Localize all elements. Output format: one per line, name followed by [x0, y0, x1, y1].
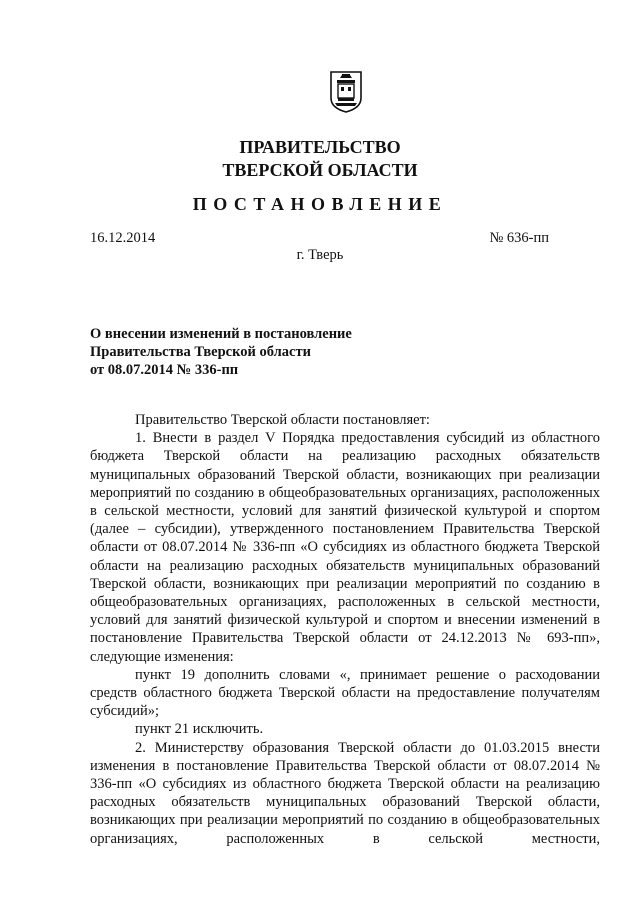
body-paragraph-1: 1. Внести в раздел V Порядка предоставления субсидий из областного бюджета Тверской области на реализацию расходных обязательств муниципальных образований Тверской области, возникающих при реализации мероприятий по созданию в общеобразовательных организациях, расположенных в сельской местности, условий для занятий физической культурой и спортом (далее – субсидии), утвержденного постановлением Правительства Тверской области от 08.07.2014 № 336-пп «О субсидиях из областного бюджета Тверской области на реализацию расходных обязательств муниципальных образований Тверской области, возникающих при реализации мероприятий по созданию в общеобразовательных организациях, расположенных в сельской местности, условий для занятий физической культурой и спортом и внесении изменений в постановление Правительства Тверской области от 24.12.2013 № 693-пп», следующие изменения:	[90, 430, 600, 665]
government-name	[0, 136, 640, 182]
subject-line1: О внесении изменений в постановление	[90, 326, 352, 342]
decree-city: г. Тверь	[296, 247, 344, 263]
government-name-line1: ПРАВИТЕЛЬСТВО	[239, 137, 401, 157]
document-type-title: ПОСТАНОВЛЕНИЕ	[192, 194, 448, 214]
body-paragraph-1-item-21: пункт 21 исключить.	[135, 721, 264, 738]
decree-body	[90, 411, 600, 848]
tver-coat-of-arms-emblem	[329, 70, 363, 114]
body-paragraph-2: 2. Министерству образования Тверской области до 01.03.2015 внести изменения в постановление Правительства Тверской области от 08.07.2014 № 336-пп «О субсидиях из областного бюджета Тверской области на реализацию расходных обязательств муниципальных образований Тверской области, возникающих при реализации мероприятий по созданию в общеобразовательных организациях, расположенных в сельской местности,	[90, 739, 600, 847]
decree-subject	[90, 325, 352, 379]
subject-line3: от 08.07.2014 № 336-пп	[90, 362, 239, 378]
body-paragraph-1-item-19: пункт 19 дополнить словами «, принимает решение о расходовании средств областного бюджета Тверской области на предоставление получателям субсидий»;	[90, 666, 600, 720]
decree-number: № 636-пп	[489, 230, 549, 246]
decree-date: 16.12.2014	[90, 230, 156, 246]
body-paragraph-intro: Правительство Тверской области постановляет:	[135, 412, 430, 428]
government-name-line2: ТВЕРСКОЙ ОБЛАСТИ	[222, 160, 418, 180]
subject-line2: Правительства Тверской области	[90, 344, 311, 360]
